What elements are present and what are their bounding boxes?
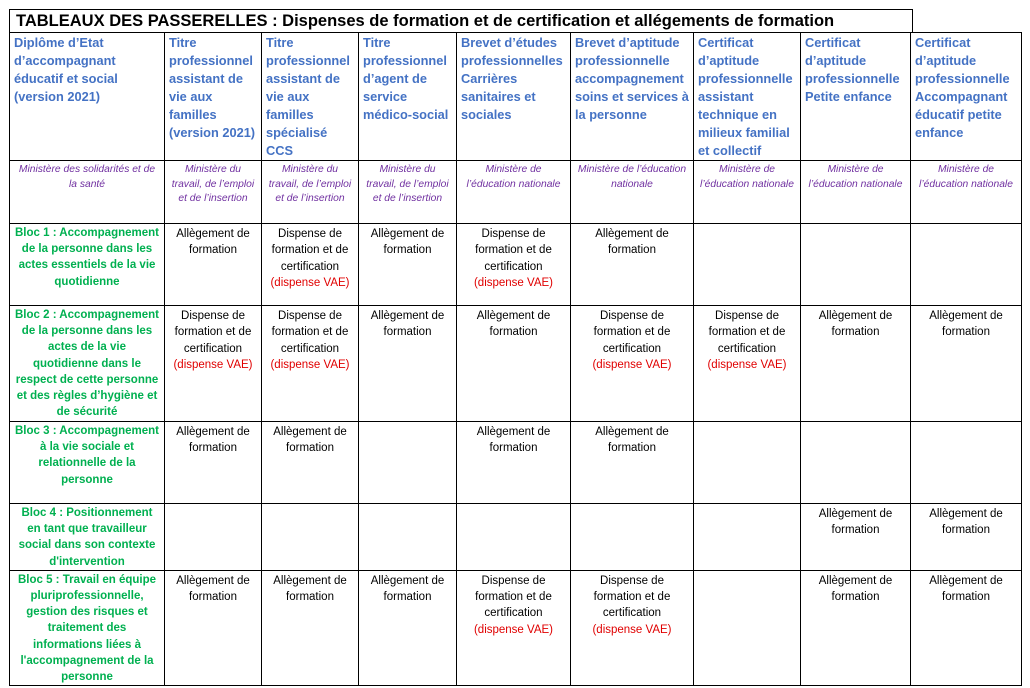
diploma-name: Titre professionnel assistant de vie aux familles (version 2021): [165, 33, 262, 161]
bloc-row: [10, 422, 1022, 504]
vae-note: (dispense VAE): [473, 276, 554, 289]
cell-status: Allègement de formation: [476, 426, 551, 455]
cell-status: Allègement de formation: [818, 508, 893, 537]
table-cell: [165, 422, 262, 504]
table-cell: [262, 504, 359, 571]
cell-status: Allègement de formation: [176, 228, 250, 257]
table-cell: [801, 306, 911, 422]
bloc-label: Bloc 5 : Travail en équipe pluriprofessionnelle, gestion des risques et traitement des informations liées à l'accompagnement de la personne: [10, 570, 165, 685]
table-cell: [359, 306, 457, 422]
cell-status: Allègement de formation: [176, 426, 250, 455]
table-cell: [571, 504, 694, 571]
bloc-row: [10, 224, 1022, 306]
table-cell: [801, 570, 911, 685]
table-cell: [911, 504, 1022, 571]
diploma-name: Brevet d’aptitude professionnelle accompagnement soins et services à la personne: [571, 33, 694, 161]
vae-note: (dispense VAE): [270, 276, 350, 289]
table-cell: [165, 504, 262, 571]
table-cell: [457, 570, 571, 685]
table-cell: [262, 306, 359, 422]
table-cell: [911, 306, 1022, 422]
ministry-name: Ministère du travail, de l’emploi et de l’insertion: [165, 161, 262, 224]
table-cell: [911, 224, 1022, 306]
cell-status: Dispense de formation et de certification: [593, 574, 671, 620]
cell-status: Allègement de formation: [929, 574, 1003, 604]
cell-status: Dispense de formation et de certification: [708, 310, 786, 355]
vae-note: (dispense VAE): [473, 623, 554, 636]
ministry-name: Ministère des solidarités et de la santé: [10, 161, 165, 224]
ministry-name: Ministère de l’éducation nationale: [911, 161, 1022, 224]
vae-note: (dispense VAE): [592, 623, 672, 636]
diploma-header-row: [10, 33, 1022, 161]
bloc-label: Bloc 4 : Positionnement en tant que travailleur social dans son contexte d'intervention: [10, 504, 165, 571]
diploma-name: Titre professionnel assistant de vie aux familles spécialisé CCS: [262, 33, 359, 161]
bloc-row: [10, 570, 1022, 685]
table-cell: [262, 570, 359, 685]
ministry-name: Ministère de l’éducation nationale: [457, 161, 571, 224]
ministry-name: Ministère de l’éducation nationale: [801, 161, 911, 224]
cell-status: Dispense de formation et de certification: [475, 228, 552, 273]
table-cell: [694, 306, 801, 422]
ministry-name: Ministère du travail, de l’emploi et de l’insertion: [359, 161, 457, 224]
passerelles-table: [9, 32, 1022, 686]
table-cell: [571, 422, 694, 504]
cell-status: Allègement de formation: [929, 508, 1003, 537]
cell-status: Allègement de formation: [476, 310, 551, 339]
diploma-name: Diplôme d’Etat d’accompagnant éducatif et social (version 2021): [10, 33, 165, 161]
table-cell: [911, 570, 1022, 685]
table-cell: [801, 422, 911, 504]
table-cell: [694, 422, 801, 504]
vae-note: (dispense VAE): [173, 358, 253, 371]
table-cell: [694, 224, 801, 306]
cell-status: Allègement de formation: [273, 574, 347, 604]
cell-status: Dispense de formation et de certification: [271, 310, 349, 355]
ministry-row: [10, 161, 1022, 224]
cell-status: Allègement de formation: [595, 426, 669, 455]
table-cell: [359, 504, 457, 571]
bloc-label: Bloc 2 : Accompagnement de la personne dans les actes de la vie quotidienne dans le respect de cette personne et des règles d’hygiène et de sécurité: [10, 306, 165, 422]
table-cell: [457, 224, 571, 306]
cell-status: Allègement de formation: [370, 310, 445, 339]
vae-note: (dispense VAE): [592, 358, 672, 371]
cell-status: Allègement de formation: [818, 310, 893, 339]
table-cell: [911, 422, 1022, 504]
table-cell: [694, 570, 801, 685]
vae-note: (dispense VAE): [707, 358, 787, 371]
ministry-name: Ministère du travail, de l’emploi et de l’insertion: [262, 161, 359, 224]
cell-status: Allègement de formation: [176, 574, 250, 604]
cell-status: Allègement de formation: [370, 574, 445, 604]
table-cell: [694, 504, 801, 571]
table-cell: [165, 306, 262, 422]
bloc-label: Bloc 1 : Accompagnement de la personne dans les actes essentiels de la vie quotidienne: [10, 224, 165, 306]
diploma-name: Titre professionnel d’agent de service médico-social: [359, 33, 457, 161]
table-cell: [359, 570, 457, 685]
table-cell: [801, 504, 911, 571]
table-cell: [457, 504, 571, 571]
ministry-name: Ministère de l’éducation nationale: [571, 161, 694, 224]
table-cell: [165, 570, 262, 685]
cell-status: Allègement de formation: [595, 228, 669, 257]
diploma-name: Certificat d’aptitude professionnelle Accompagnant éducatif petite enfance: [911, 33, 1022, 161]
bloc-row: [10, 306, 1022, 422]
bloc-label: Bloc 3 : Accompagnement à la vie sociale et relationnelle de la personne: [10, 422, 165, 504]
cell-status: Allègement de formation: [370, 228, 445, 257]
table-cell: [801, 224, 911, 306]
page-title: TABLEAUX DES PASSERELLES : Dispenses de formation et de certification et allégements de formation: [9, 9, 913, 32]
table-cell: [165, 224, 262, 306]
diploma-name: Certificat d’aptitude professionnelle Petite enfance: [801, 33, 911, 161]
cell-status: Dispense de formation et de certification: [271, 228, 349, 273]
table-cell: [457, 306, 571, 422]
table-cell: [359, 422, 457, 504]
cell-status: Dispense de formation et de certification: [174, 310, 252, 355]
cell-status: Allègement de formation: [929, 310, 1003, 339]
cell-status: Dispense de formation et de certification: [475, 574, 552, 620]
table-cell: [571, 570, 694, 685]
diploma-name: Brevet d’études professionnelles Carrières sanitaires et sociales: [457, 33, 571, 161]
ministry-name: Ministère de l’éducation nationale: [694, 161, 801, 224]
bloc-row: [10, 504, 1022, 571]
table-cell: [262, 422, 359, 504]
table-cell: [571, 306, 694, 422]
table-cell: [457, 422, 571, 504]
table-cell: [359, 224, 457, 306]
table-cell: [571, 224, 694, 306]
diploma-name: Certificat d’aptitude professionnelle assistant technique en milieux familial et collectif: [694, 33, 801, 161]
cell-status: Allègement de formation: [818, 574, 893, 604]
table-cell: [262, 224, 359, 306]
cell-status: Dispense de formation et de certification: [593, 310, 671, 355]
vae-note: (dispense VAE): [270, 358, 350, 371]
cell-status: Allègement de formation: [273, 426, 347, 455]
